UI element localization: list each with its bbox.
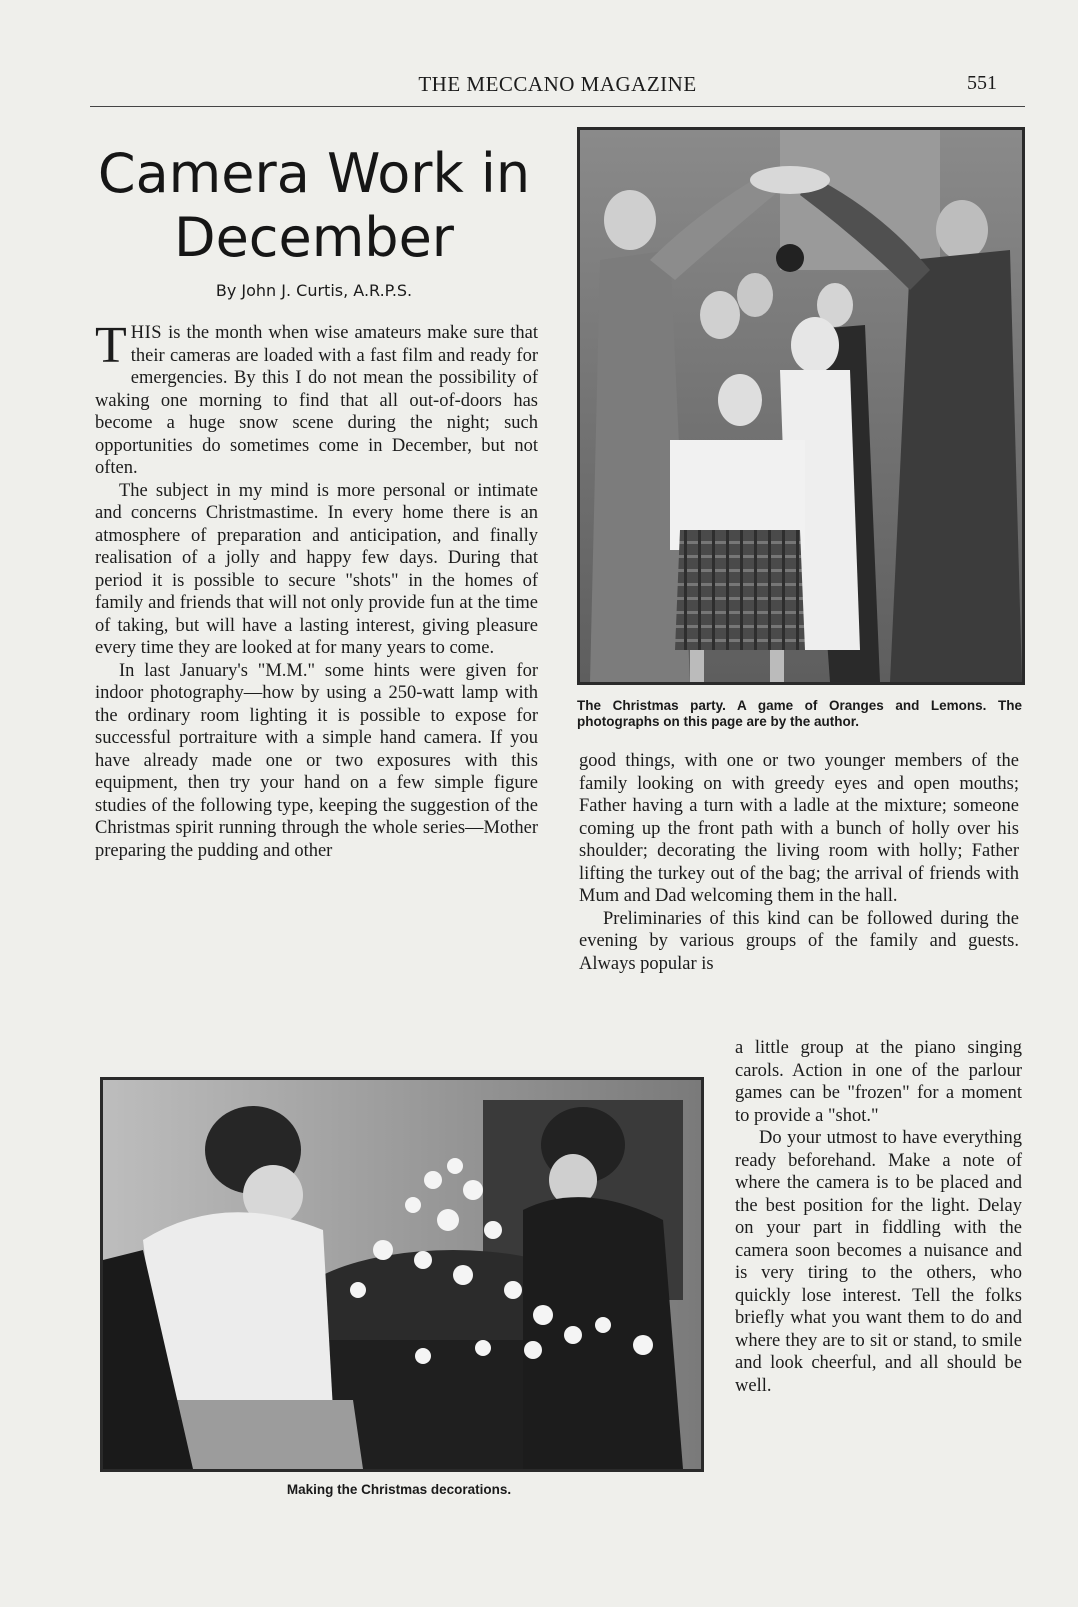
paragraph-1-lead: HIS [130, 323, 163, 343]
party-photo-caption: The Christmas party. A game of Oranges and Lemons. The photographs on this page are by the author. [577, 698, 1022, 729]
paragraph-1-text: is the month when wise amateurs make sure that their cameras are loaded with a fast film and ready for emergencies. By this I do not mean the possibility of waking one morning to find that all out-of-doors has become a huge snow scene during the night; such opportunities do sometimes come in December, but not often. [95, 323, 538, 478]
paragraph-3: In last January's "M.M." some hints were given for indoor photography—how by using a 250-watt lamp with the ordinary room lighting it is possible to expose for successful portraiture with a simple hand camera. If you have already made one or two exposures with this equipment, then try your hand on a few simple figure studies of the following type, keeping the suggestion of the Christmas spirit running through the whole series—Mother preparing the pudding and other [95, 660, 538, 861]
title-line-2: December [173, 206, 455, 269]
decorations-photo-caption: Making the Christmas decorations. [286, 1482, 512, 1497]
page-number: 551 [967, 72, 997, 94]
paragraph-2: The subject in my mind is more personal or intimate and concerns Christmastime. In every home there is an atmosphere of preparation and anticipation, and finally realisation of a jolly and happy few days. During that period it is possible to secure "shots" in the homes of family and friends that will not only provide fun at the time of taking, but will have a lasting interest, giving pleasure every time they are looked at for many years to come. [95, 480, 538, 658]
article-title [90, 142, 538, 270]
paragraph-4: good things, with one or two younger members of the family looking on with greedy eyes and open mouths; Father having a turn with a ladle at the mixture; someone coming up the front path with a bunch of holly over his shoulder; decorating the living room with holly; Father lifting the turkey out of the bag; the arrival of friends with Mum and Dad welcoming them in the hall. [579, 751, 1019, 906]
title-line-1: Camera Work in [97, 142, 531, 205]
right-column [579, 750, 1019, 975]
drop-cap: T [95, 317, 127, 374]
running-header [90, 68, 1025, 107]
christmas-party-photo [577, 127, 1025, 685]
left-column [95, 317, 538, 862]
magazine-title: THE MECCANO MAGAZINE [418, 72, 697, 96]
paragraph-5-continued: a little group at the piano singing carols. Action in one of the parlour games can be "frozen" for a moment to provide a "shot." [735, 1038, 1022, 1126]
paragraph-5: Preliminaries of this kind can be followed during the evening by various groups of the family and guests. Always popular is [579, 908, 1019, 974]
decorations-photo-image [103, 1080, 701, 1469]
decorations-photo [100, 1077, 704, 1472]
byline: By John J. Curtis, A.R.P.S. [215, 281, 413, 300]
party-photo-image [580, 130, 1022, 682]
paragraph-6: Do your utmost to have everything ready beforehand. Make a note of where the camera is to be placed and the best position for the light. Delay on your part in fiddling with the camera soon becomes a nuisance and is very tiring to the others, who quickly lose interest. Tell the folks briefly what you want them to do and where they are to sit or stand, to smile and look cheerful, and all should be well. [735, 1128, 1022, 1396]
right-wrap-column [735, 1037, 1022, 1397]
paragraph-1 [95, 317, 538, 480]
